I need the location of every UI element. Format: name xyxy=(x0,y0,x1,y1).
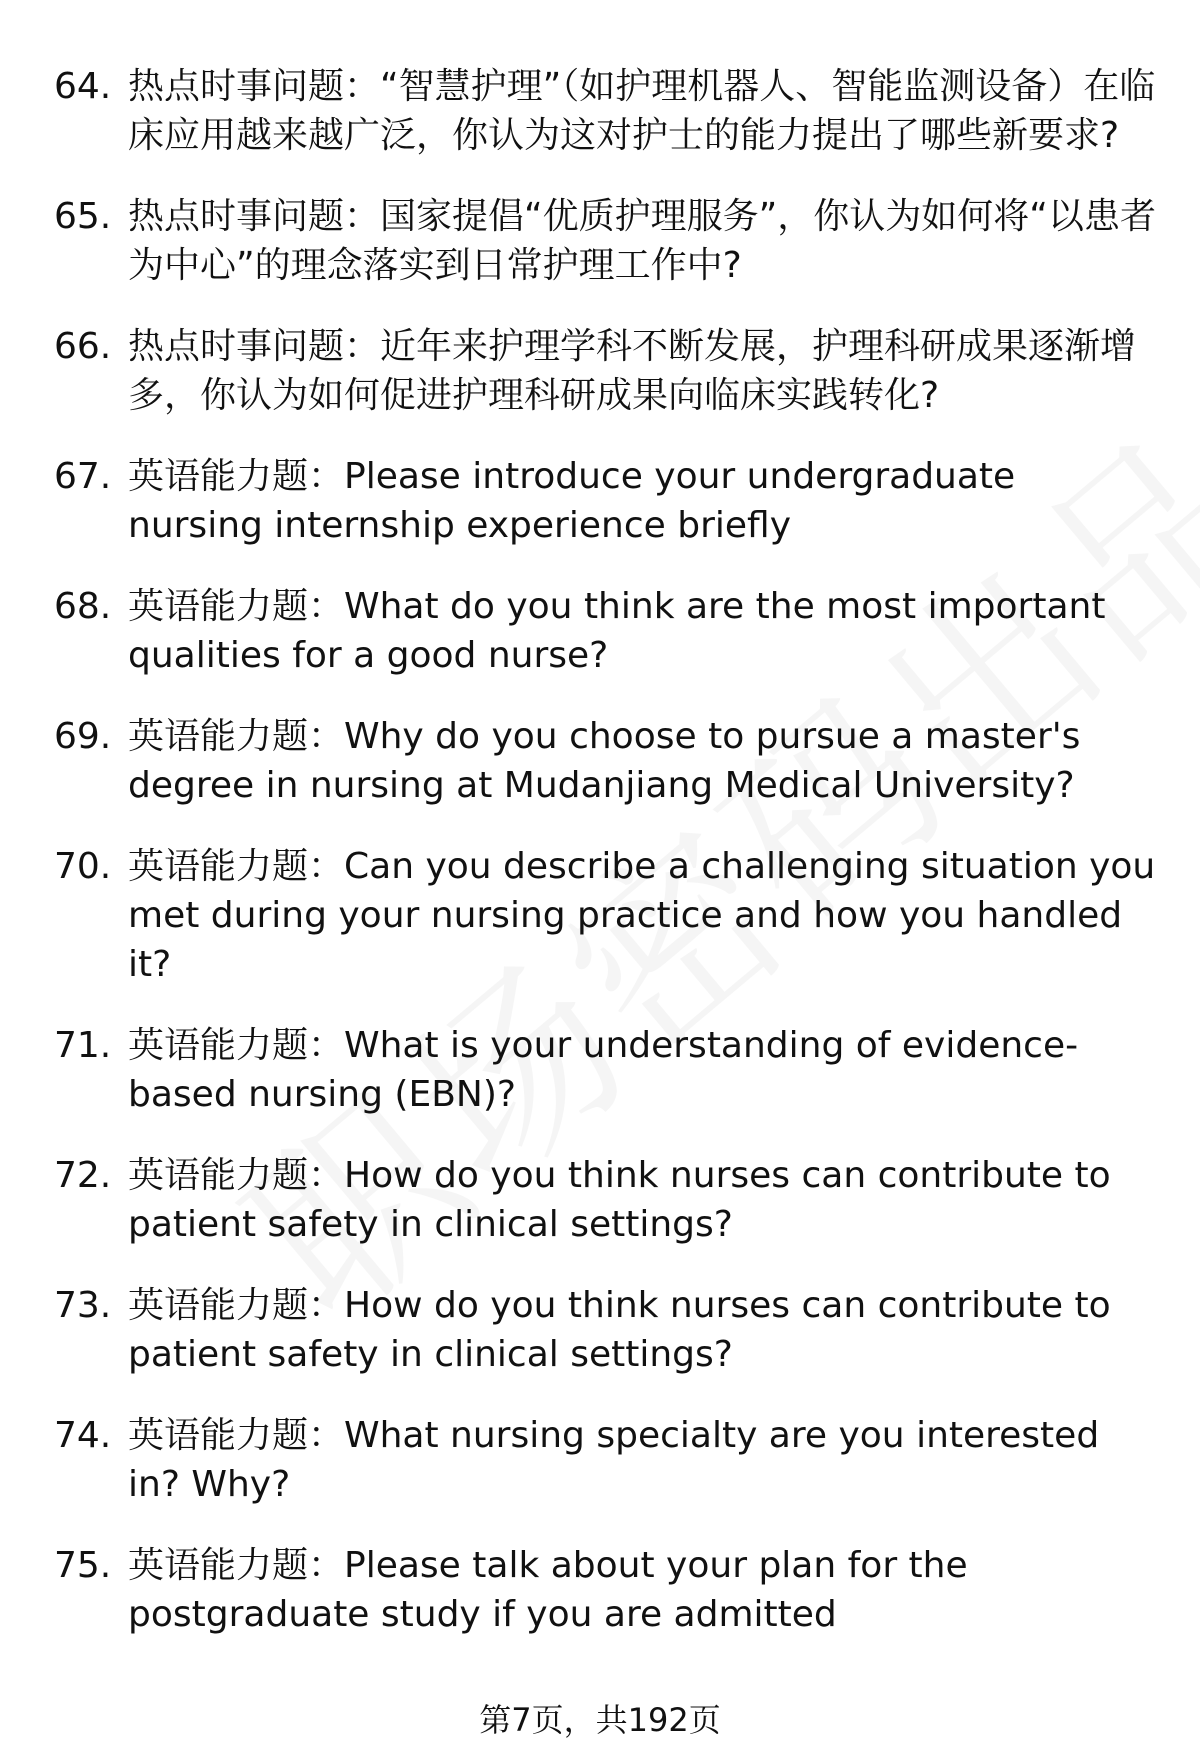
question-text: 英语能力题：What is your understanding of evidence-based nursing (EBN)? xyxy=(128,1025,1079,1115)
question-text: 热点时事问题：国家提倡“优质护理服务”，你认为如何将“以患者为中心”的理念落实到日常护理工作中? xyxy=(128,196,1156,286)
question-text: 英语能力题：Why do you choose to pursue a master's degree in nursing at Mudanjiang Medical University? xyxy=(128,716,1081,806)
question-text: 英语能力题：Can you describe a challenging situation you met during your nursing practice and how you handled it? xyxy=(128,846,1156,985)
question-number: 67. xyxy=(54,456,112,497)
question-number: 72. xyxy=(54,1155,112,1196)
question-item xyxy=(0,452,1200,550)
question-list xyxy=(0,62,1200,1671)
page-footer xyxy=(0,1700,1200,1740)
question-item xyxy=(0,1411,1200,1509)
page-number-label: 第7页，共192页 xyxy=(479,1701,721,1739)
question-item xyxy=(0,582,1200,680)
question-item xyxy=(0,322,1200,420)
question-item xyxy=(0,62,1200,160)
question-number: 66. xyxy=(54,326,112,367)
question-number: 71. xyxy=(54,1025,112,1066)
question-text: 英语能力题：What nursing specialty are you interested in? Why? xyxy=(128,1415,1100,1505)
question-number: 74. xyxy=(54,1415,112,1456)
question-number: 73. xyxy=(54,1285,112,1326)
question-number: 75. xyxy=(54,1545,112,1586)
question-item xyxy=(0,1281,1200,1379)
question-text: 英语能力题：Please introduce your undergraduate nursing internship experience briefly xyxy=(128,456,1016,546)
question-item xyxy=(0,842,1200,989)
question-item xyxy=(0,712,1200,810)
question-number: 68. xyxy=(54,586,112,627)
question-item xyxy=(0,1541,1200,1639)
question-text: 英语能力题：Please talk about your plan for the postgraduate study if you are admitted xyxy=(128,1545,968,1635)
question-number: 65. xyxy=(54,196,112,237)
question-number: 64. xyxy=(54,66,112,107)
question-item xyxy=(0,192,1200,290)
question-text: 英语能力题：How do you think nurses can contribute to patient safety in clinical settings? xyxy=(128,1285,1111,1375)
question-text: 英语能力题：How do you think nurses can contribute to patient safety in clinical settings? xyxy=(128,1155,1111,1245)
question-item xyxy=(0,1151,1200,1249)
question-text: 英语能力题：What do you think are the most important qualities for a good nurse? xyxy=(128,586,1106,676)
question-item xyxy=(0,1021,1200,1119)
question-text: 热点时事问题：“智慧护理”（如护理机器人、智能监测设备）在临床应用越来越广泛，你认为这对护士的能力提出了哪些新要求? xyxy=(128,66,1156,156)
question-text: 热点时事问题：近年来护理学科不断发展，护理科研成果逐渐增多，你认为如何促进护理科研成果向临床实践转化? xyxy=(128,326,1137,416)
question-number: 70. xyxy=(54,846,112,887)
question-number: 69. xyxy=(54,716,112,757)
